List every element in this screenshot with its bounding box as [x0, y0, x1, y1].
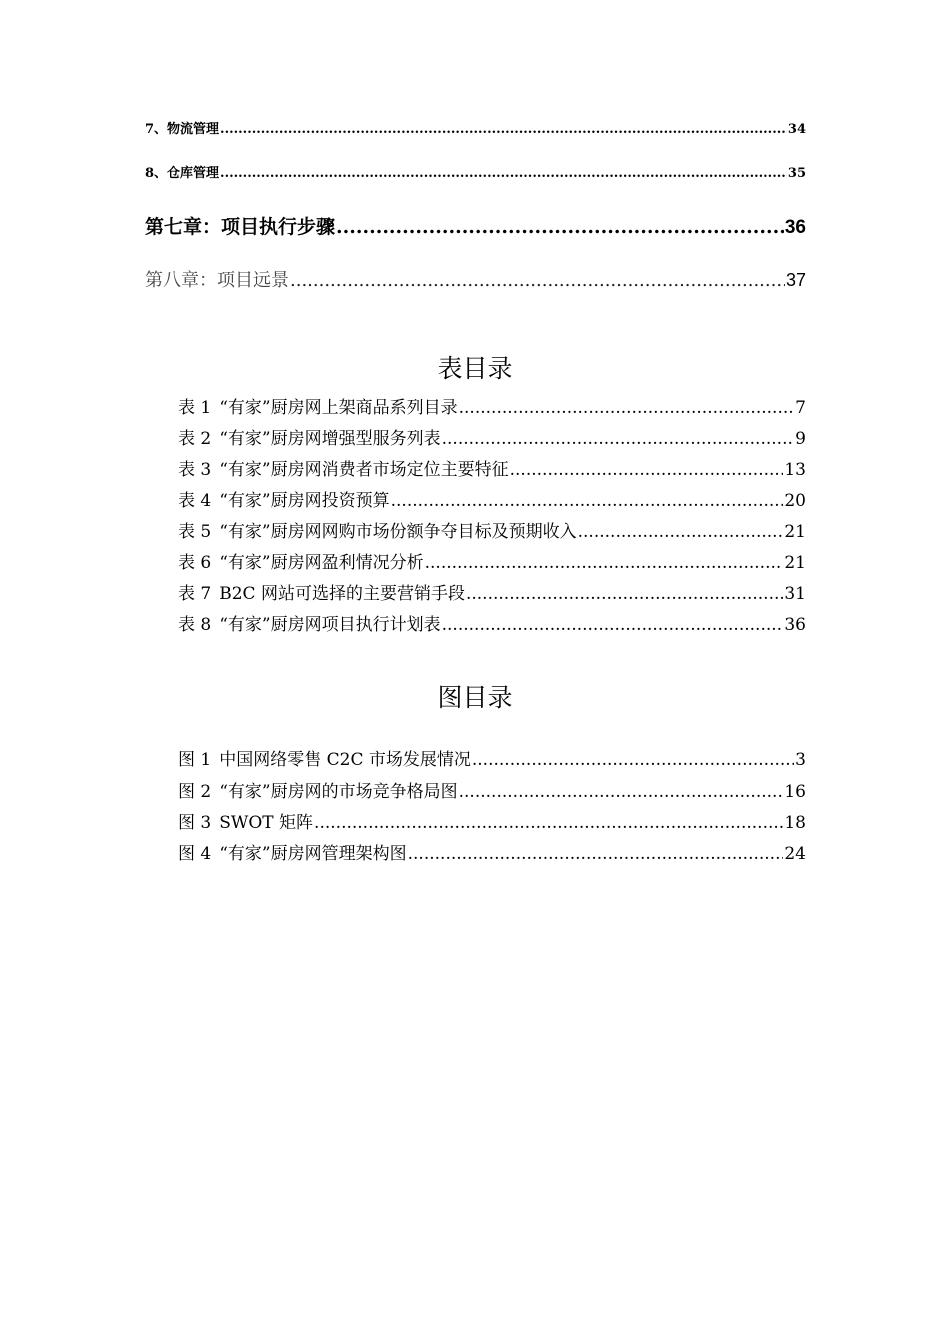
table-list-item[interactable] [178, 517, 806, 542]
table-list-item[interactable] [178, 393, 806, 418]
table-list-item[interactable] [178, 579, 806, 604]
dot-leader [425, 553, 784, 573]
item-number: 图 2 [178, 782, 212, 802]
item-page: 21 [784, 553, 806, 573]
item-number: 表 5 [178, 522, 212, 542]
item-title: “有家”厨房网消费者市场定位主要特征 [219, 460, 509, 480]
dot-leader [459, 782, 784, 802]
item-title: “有家”厨房网项目执行计划表 [219, 615, 441, 635]
toc-entry-label: 第七章：项目执行步骤 [145, 216, 336, 238]
item-title: “有家”厨房网的市场竞争格局图 [219, 782, 458, 802]
toc-entry-chapter-7[interactable] [145, 212, 806, 239]
dot-leader [408, 844, 784, 864]
tables-list-heading: 表目录 [437, 354, 513, 383]
dot-leader [220, 122, 787, 137]
table-list-item[interactable] [178, 455, 806, 480]
item-page: 9 [795, 429, 806, 449]
item-page: 7 [795, 398, 806, 418]
item-number: 表 8 [178, 615, 212, 635]
table-list-item[interactable] [178, 610, 806, 635]
item-title: “有家”厨房网盈利情况分析 [219, 553, 424, 573]
item-number: 图 3 [178, 813, 212, 833]
item-page: 18 [784, 813, 806, 833]
item-page: 24 [784, 844, 806, 864]
item-number: 表 7 [178, 584, 212, 604]
item-page: 20 [784, 491, 806, 511]
dot-leader [314, 813, 783, 833]
dot-leader [391, 491, 784, 511]
item-title: SWOT 矩阵 [219, 813, 314, 833]
item-title: B2C 网站可选择的主要营销手段 [219, 584, 465, 604]
item-page: 3 [795, 750, 806, 770]
item-page: 13 [784, 460, 806, 480]
item-number: 表 2 [178, 429, 212, 449]
toc-entry-page: 34 [787, 122, 806, 137]
item-page: 36 [784, 615, 806, 635]
item-page: 21 [784, 522, 806, 542]
dot-leader [466, 584, 783, 604]
dot-leader [290, 270, 785, 291]
dot-leader [220, 166, 787, 181]
item-title: “有家”厨房网投资预算 [219, 491, 390, 511]
dot-leader [442, 615, 784, 635]
table-list-item[interactable] [178, 424, 806, 449]
table-list-item[interactable] [178, 548, 806, 573]
table-list-item[interactable] [178, 486, 806, 511]
item-number: 图 1 [178, 750, 212, 770]
figure-list-item[interactable] [178, 839, 806, 864]
figure-list-item[interactable] [178, 745, 806, 770]
dot-leader [472, 750, 794, 770]
item-title: 中国网络零售 C2C 市场发展情况 [219, 750, 471, 770]
figure-list-item[interactable] [178, 808, 806, 833]
toc-entry-label: 8、仓库管理 [145, 166, 220, 181]
toc-entry-page: 36 [784, 217, 806, 238]
toc-entry-label: 第八章：项目远景 [145, 270, 289, 291]
dot-leader [459, 398, 795, 418]
toc-entry-page: 37 [785, 270, 806, 290]
item-title: “有家”厨房网增强型服务列表 [219, 429, 441, 449]
item-number: 表 3 [178, 460, 212, 480]
toc-entry-section-7[interactable] [145, 118, 806, 137]
toc-entry-page: 35 [787, 166, 806, 181]
item-title: “有家”厨房网管理架构图 [219, 844, 407, 864]
dot-leader [578, 522, 784, 542]
dot-leader [442, 429, 795, 449]
figures-list-heading: 图目录 [437, 683, 513, 712]
toc-entry-section-8[interactable] [145, 162, 806, 181]
figure-list-item[interactable] [178, 777, 806, 802]
item-number: 表 1 [178, 398, 212, 418]
item-title: “有家”厨房网上架商品系列目录 [219, 398, 458, 418]
item-number: 表 6 [178, 553, 212, 573]
dot-leader [510, 460, 784, 480]
item-number: 表 4 [178, 491, 212, 511]
toc-entry-chapter-8[interactable] [145, 266, 806, 292]
toc-entry-label: 7、物流管理 [145, 122, 220, 137]
item-page: 31 [784, 584, 806, 604]
item-title: “有家”厨房网网购市场份额争夺目标及预期收入 [219, 522, 577, 542]
item-page: 16 [784, 782, 806, 802]
dot-leader [336, 216, 784, 238]
item-number: 图 4 [178, 844, 212, 864]
